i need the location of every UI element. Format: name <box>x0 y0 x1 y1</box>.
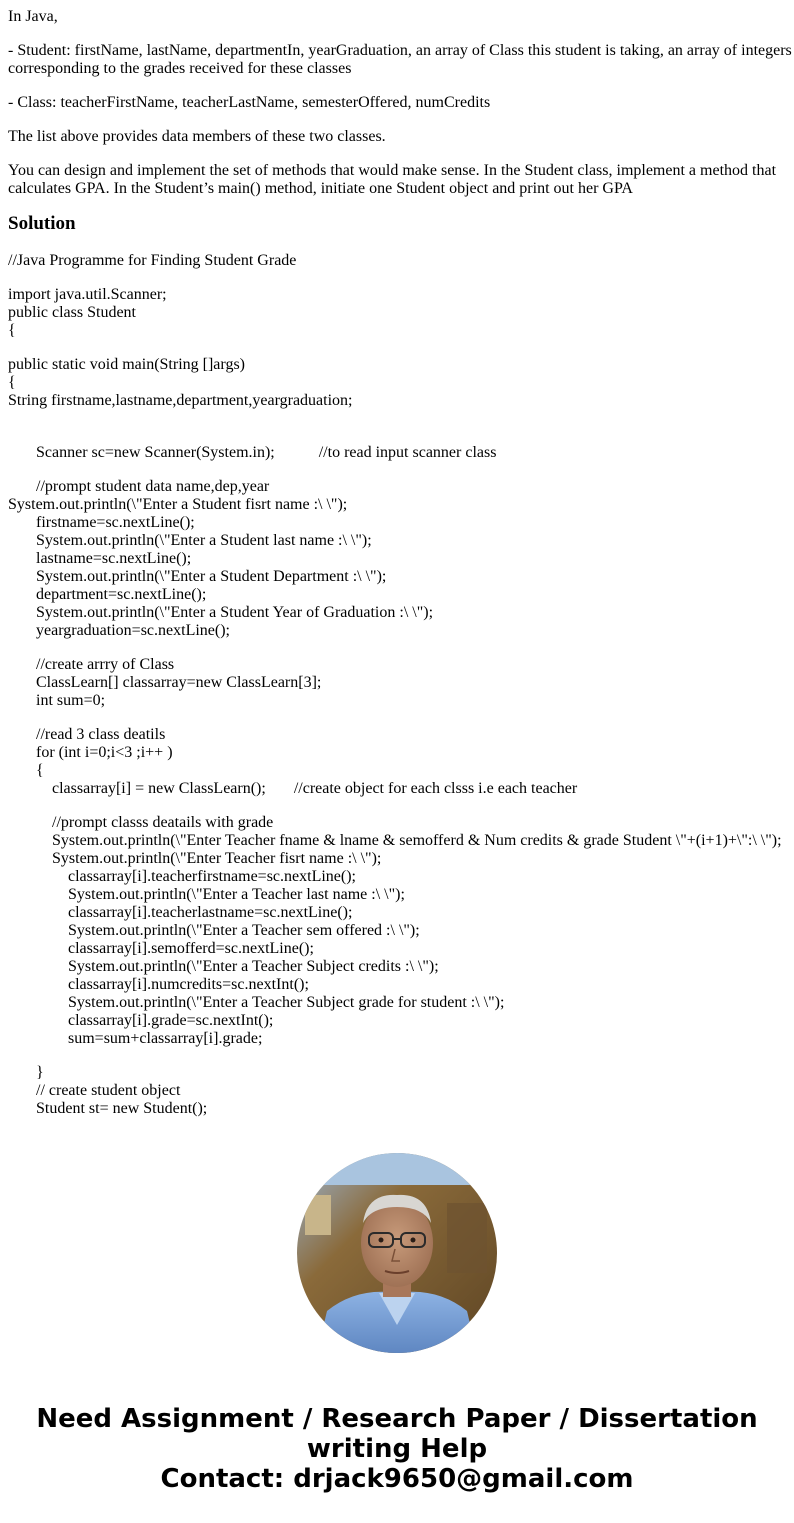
solution-comment-title: //Java Programme for Finding Student Grade <box>8 252 297 269</box>
code-line: } <box>36 1064 44 1081</box>
author-photo <box>297 1153 497 1353</box>
promo-line-1: Need Assignment / Research Paper / Dissertation <box>36 1404 758 1434</box>
code-line: lastname=sc.nextLine(); <box>36 550 192 567</box>
code-line: import java.util.Scanner; <box>8 286 167 303</box>
code-line: { <box>8 374 16 391</box>
code-line: int sum=0; <box>36 692 106 709</box>
code-line: //prompt classs deatails with grade <box>52 814 274 831</box>
code-line: System.out.println(\"Enter a Teacher sem offered :\ \"); <box>68 922 420 939</box>
solution-heading: Solution <box>8 213 76 234</box>
code-line: Student st= new Student(); <box>36 1100 208 1117</box>
code-line: classarray[i].semofferd=sc.nextLine(); <box>68 940 314 957</box>
promo-contact: Contact: drjack9650@gmail.com <box>160 1464 634 1494</box>
code-line: { <box>36 762 44 779</box>
code-line: public class Student <box>8 304 136 321</box>
promo-banner <box>0 1404 794 1494</box>
code-line: //create arrry of Class <box>36 656 175 673</box>
question-task: You can design and implement the set of methods that would make sense. In the Student class, implement a method that calculates GPA. In the Student’s main() method, initiate one Student object and print out her GPA <box>8 162 777 197</box>
code-line: firstname=sc.nextLine(); <box>36 514 195 531</box>
code-line: classarray[i].grade=sc.nextInt(); <box>68 1012 274 1029</box>
code-line: System.out.println(\"Enter a Student Department :\ \"); <box>36 568 387 585</box>
code-line: System.out.println(\"Enter a Teacher last name :\ \"); <box>68 886 405 903</box>
code-line: System.out.println(\"Enter a Student fisrt name :\ \"); <box>8 496 348 513</box>
code-line: //prompt student data name,dep,year <box>36 478 270 495</box>
code-line: ClassLearn[] classarray=new ClassLearn[3]; <box>36 674 322 691</box>
question-intro: In Java, <box>8 8 58 25</box>
code-line: public static void main(String []args) <box>8 356 245 373</box>
code-line: System.out.println(\"Enter a Student last name :\ \"); <box>36 532 372 549</box>
code-line: for (int i=0;i<3 ;i++ ) <box>36 744 173 761</box>
code-line: classarray[i].numcredits=sc.nextInt(); <box>68 976 309 993</box>
code-line: yeargraduation=sc.nextLine(); <box>36 622 230 639</box>
code-line: System.out.println(\"Enter Teacher fisrt name :\ \"); <box>52 850 382 867</box>
code-line: String firstname,lastname,department,yeargraduation; <box>8 392 353 409</box>
question-class-spec: - Class: teacherFirstName, teacherLastName, semesterOffered, numCredits <box>8 94 491 111</box>
code-line: System.out.println(\"Enter a Student Year of Graduation :\ \"); <box>36 604 434 621</box>
code-line: sum=sum+classarray[i].grade; <box>68 1030 263 1047</box>
code-line: classarray[i] = new ClassLearn(); //create object for each clsss i.e each teacher <box>52 780 578 797</box>
question-note: The list above provides data members of these two classes. <box>8 128 386 145</box>
code-line: System.out.println(\"Enter a Teacher Subject credits :\ \"); <box>68 958 439 975</box>
code-line: System.out.println(\"Enter Teacher fname & lname & semofferd & Num credits & grade Student \"+(i+1)+\":\ \"); <box>52 832 782 849</box>
code-line: department=sc.nextLine(); <box>36 586 207 603</box>
question-student-spec: - Student: firstName, lastName, departmentIn, yearGraduation, an array of Class this student is taking, an array of integers corresponding to the grades received for these classes <box>8 42 792 77</box>
code-line: { <box>8 322 16 339</box>
code-line: // create student object <box>36 1082 181 1099</box>
code-line: classarray[i].teacherlastname=sc.nextLine(); <box>68 904 353 921</box>
code-line: System.out.println(\"Enter a Teacher Subject grade for student :\ \"); <box>68 994 505 1011</box>
code-line: classarray[i].teacherfirstname=sc.nextLine(); <box>68 868 356 885</box>
code-block <box>8 286 794 1118</box>
author-photo-image <box>297 1153 497 1353</box>
code-line: //read 3 class deatils <box>36 726 166 743</box>
promo-line-2: writing Help <box>306 1434 488 1464</box>
code-line: Scanner sc=new Scanner(System.in); //to read input scanner class <box>36 444 497 461</box>
document-body <box>8 8 794 1118</box>
